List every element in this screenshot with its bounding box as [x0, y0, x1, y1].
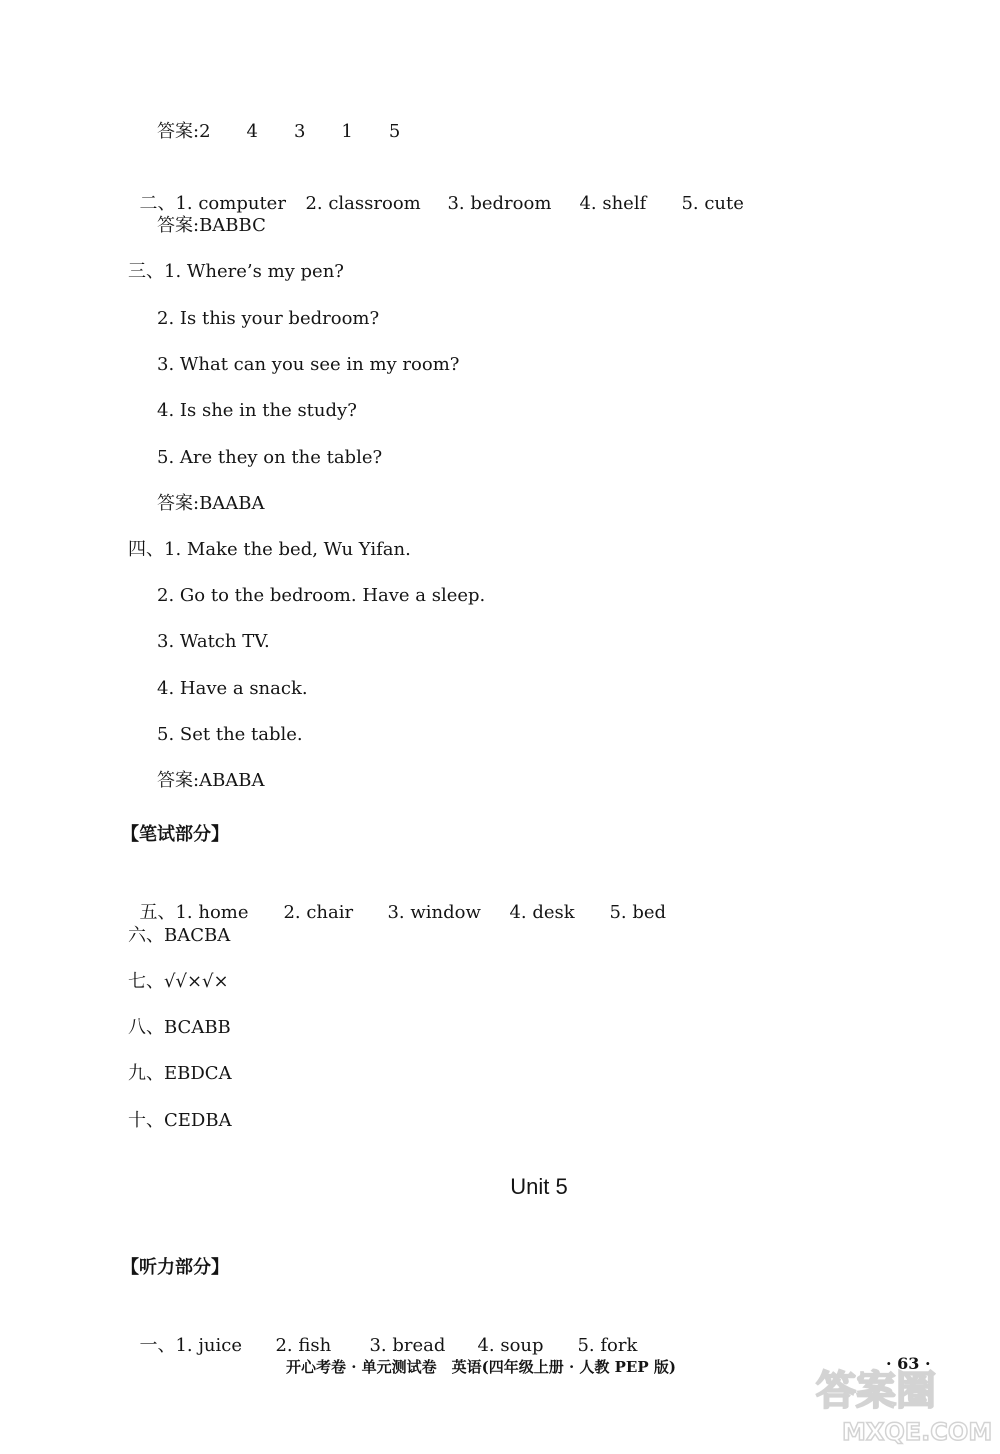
section-5-items — [128, 877, 666, 925]
section-2-items — [128, 168, 744, 216]
list-item: 4. desk — [509, 902, 575, 923]
list-item: 3. bedroom — [447, 193, 552, 214]
list-item: 2. Is this your bedroom? — [157, 308, 380, 329]
list-item: 4. Have a snack. — [157, 678, 308, 699]
listening-section-header: 【听力部分】 — [121, 1257, 229, 1278]
watermark-line2: MXQE.COM — [842, 1418, 992, 1446]
list-item: 3. What can you see in my room? — [157, 354, 460, 375]
list-item: 5. Are they on the table? — [157, 447, 383, 468]
section-8-answer: 八、BCABB — [128, 1017, 231, 1038]
list-item: 3. Watch TV. — [157, 631, 270, 652]
section-3-item-1 — [128, 260, 344, 284]
section-prefix: 四、 — [128, 539, 164, 560]
section-6-answer: 六、BACBA — [128, 925, 231, 946]
section-4-item-1 — [128, 538, 411, 562]
list-item: 1. juice — [175, 1335, 243, 1356]
list-item: 5. bed — [609, 902, 667, 923]
list-item: 2. Go to the bedroom. Have a sleep. — [157, 585, 486, 606]
list-item: 4. soup — [477, 1335, 544, 1356]
watermark-logo — [812, 1360, 992, 1446]
list-item: 1. Where’s my pen? — [164, 261, 344, 282]
list-item: 4. Is she in the study? — [157, 400, 357, 421]
unit5-section-1-items — [128, 1310, 637, 1358]
section-prefix: 五、 — [139, 902, 176, 923]
section-prefix: 一、 — [139, 1335, 176, 1356]
list-item: 4. shelf — [579, 193, 647, 214]
section-7-answer: 七、√√×√× — [128, 971, 229, 992]
section-10-answer: 十、CEDBA — [128, 1110, 232, 1131]
answer-line: 答案:ABABA — [157, 770, 265, 791]
answer-line: 答案:2 4 3 1 5 — [157, 121, 401, 142]
list-item: 2. chair — [283, 902, 354, 923]
page-footer: 开心考卷 · 单元测试卷 英语(四年级上册 · 人教 PEP 版) — [286, 1358, 676, 1376]
list-item: 5. cute — [681, 193, 744, 214]
list-item: 1. computer — [175, 193, 286, 214]
written-section-header: 【笔试部分】 — [121, 824, 229, 845]
list-item: 1. Make the bed, Wu Yifan. — [164, 539, 411, 560]
watermark-line1: 答案圈 — [816, 1368, 936, 1414]
list-item: 2. fish — [275, 1335, 332, 1356]
list-item: 1. home — [175, 902, 249, 923]
list-item: 2. classroom — [305, 193, 421, 214]
list-item: 5. Set the table. — [157, 724, 303, 745]
list-item: 5. fork — [577, 1335, 638, 1356]
answer-line: 答案:BAABA — [157, 493, 265, 514]
page-number: · 63 · — [886, 1354, 931, 1373]
unit-title: Unit 5 — [510, 1174, 568, 1199]
list-item: 3. bread — [369, 1335, 446, 1356]
answer-line: 答案:BABBC — [157, 215, 266, 236]
list-item: 3. window — [387, 902, 481, 923]
section-prefix: 二、 — [139, 193, 176, 214]
section-prefix: 三、 — [128, 261, 164, 282]
section-9-answer: 九、EBDCA — [128, 1063, 232, 1084]
